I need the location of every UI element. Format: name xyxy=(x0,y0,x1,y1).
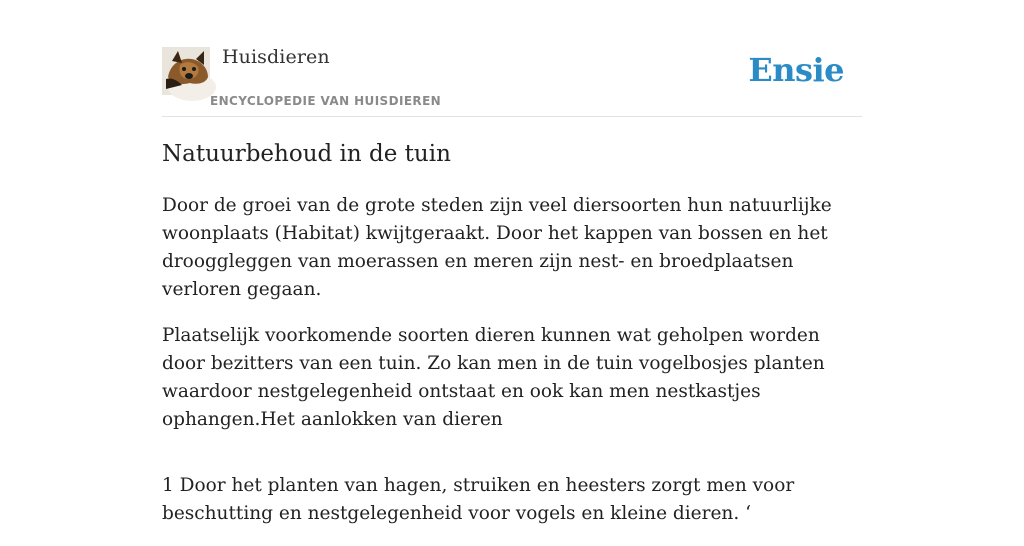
article xyxy=(162,138,862,546)
article-paragraph: 1 Door het planten van hagen, struiken en heesters zorgt men voor beschutting en nestgelegenheid voor vogels en kleine dieren. ‘ xyxy=(162,475,795,524)
article-paragraph: Door de groei van de grote steden zijn veel diersoorten hun natuurlijke woonplaats (Habitat) kwijtgeraakt. Door het kappen van bossen en het drooggleggen van moerassen en meren zijn nest- en broedplaatsen verloren gegaan. xyxy=(162,195,832,300)
site-header xyxy=(162,0,862,117)
ensie-logo[interactable]: Ensie xyxy=(748,51,844,89)
site-tagline: ENCYCLOPEDIE VAN HUISDIEREN xyxy=(210,94,442,108)
article-title: Natuurbehoud in de tuin xyxy=(162,141,451,167)
dog-avatar-icon[interactable] xyxy=(162,47,210,95)
site-name[interactable]: Huisdieren xyxy=(222,46,330,68)
article-paragraph: Plaatselijk voorkomende soorten dieren kunnen wat geholpen worden door bezitters van een tuin. Zo kan men in de tuin vogelbosjes planten waardoor nestgelegenheid ontstaat en ook kan men nestkastjes ophangen.Het aanlokken van dieren xyxy=(162,325,825,430)
